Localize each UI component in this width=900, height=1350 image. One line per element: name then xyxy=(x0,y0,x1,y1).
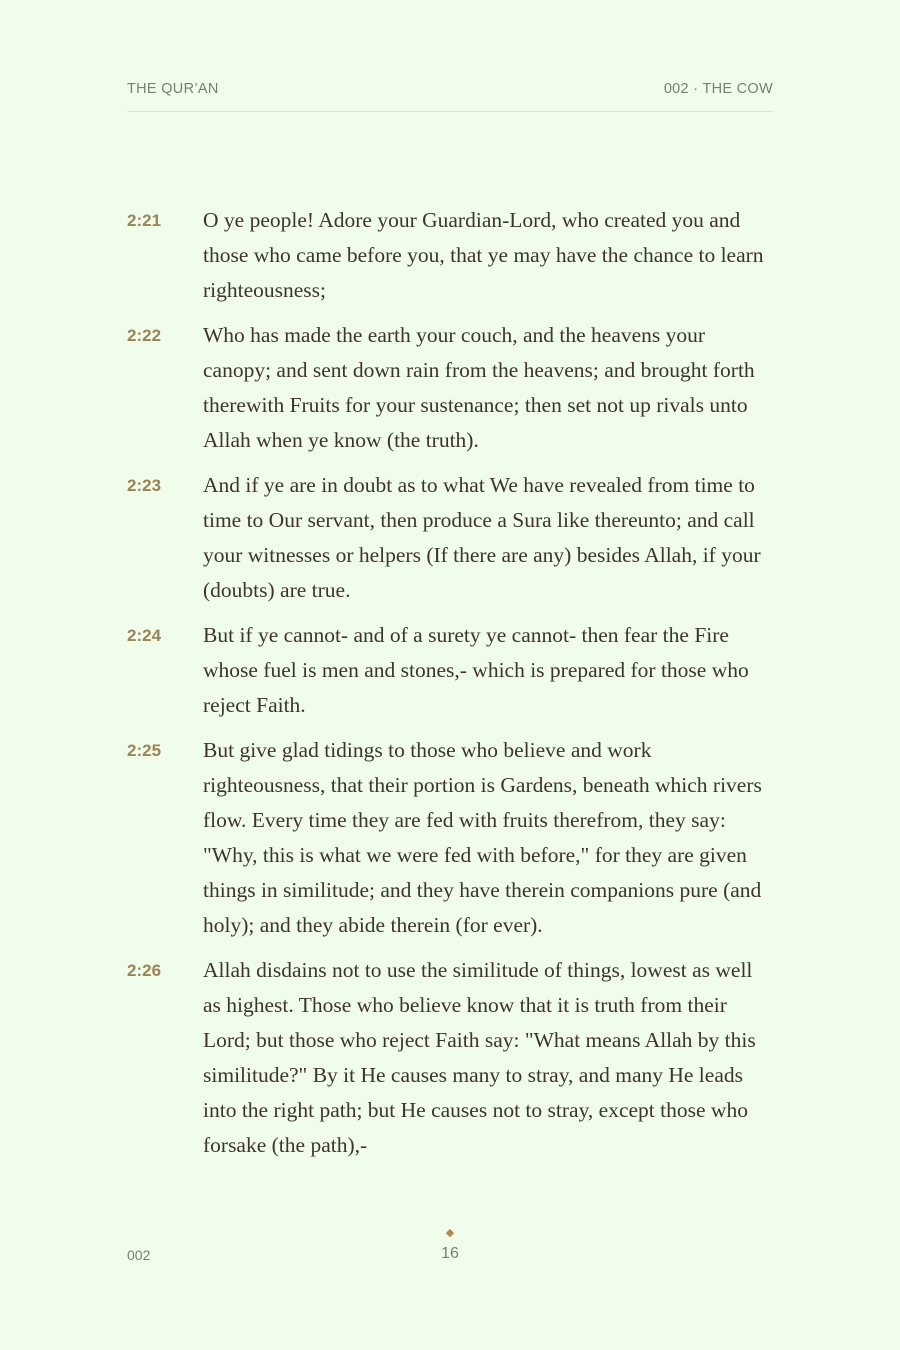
verse-number: 2:26 xyxy=(127,961,162,980)
verse-number: 2:25 xyxy=(127,741,162,760)
verse-text: But give glad tidings to those who believe and work righteousness, that their portion is Gardens, beneath which rivers flow. Every time they are fed with fruits therefrom, they say: "Why, this is what we were fed with before," for they are given things in similitude; and they have therein companions pure (and holy); and they abide therein (for ever). xyxy=(203,738,762,937)
verse xyxy=(127,733,773,943)
verse-list xyxy=(127,203,773,1173)
verse-number: 2:21 xyxy=(127,211,162,230)
verse-text: O ye people! Adore your Guardian-Lord, who created you and those who came before you, that ye may have the chance to learn righteousness; xyxy=(203,208,764,302)
verse-number: 2:24 xyxy=(127,626,162,645)
verse xyxy=(127,318,773,458)
verse-number: 2:23 xyxy=(127,476,162,495)
verse-text: But if ye cannot- and of a surety ye cannot- then fear the Fire whose fuel is men and stones,- which is prepared for those who reject Faith. xyxy=(203,623,749,717)
page-number: 16 xyxy=(441,1245,459,1262)
verse-text: Allah disdains not to use the similitude of things, lowest as well as highest. Those who believe know that it is truth from their Lord; but those who reject Faith say: "What means Allah by this similitude?" By it He causes many to stray, and many He leads into the right path; but He causes not to stray, except those who forsake (the path),- xyxy=(203,958,756,1157)
verse-text: And if ye are in doubt as to what We have revealed from time to time to Our servant, then produce a Sura like thereunto; and call your witnesses or helpers (If there are any) besides Allah, if your (doubts) are true. xyxy=(203,473,761,602)
verse xyxy=(127,468,773,608)
book-title: THE QUR’AN xyxy=(127,81,219,97)
running-header xyxy=(127,78,773,112)
verse xyxy=(127,618,773,723)
verse xyxy=(127,203,773,308)
diamond-icon: ◆ xyxy=(445,1227,455,1239)
verse-text: Who has made the earth your couch, and the heavens your canopy; and sent down rain from the heavens; and brought forth therewith Fruits for your sustenance; then set not up rivals unto Allah when ye know (the truth). xyxy=(203,323,755,452)
verse-number: 2:22 xyxy=(127,326,162,345)
page-footer xyxy=(400,1226,500,1265)
verse xyxy=(127,953,773,1163)
chapter-title: 002 · THE COW xyxy=(663,81,773,97)
footer-chapter-number: 002 xyxy=(127,1247,151,1263)
